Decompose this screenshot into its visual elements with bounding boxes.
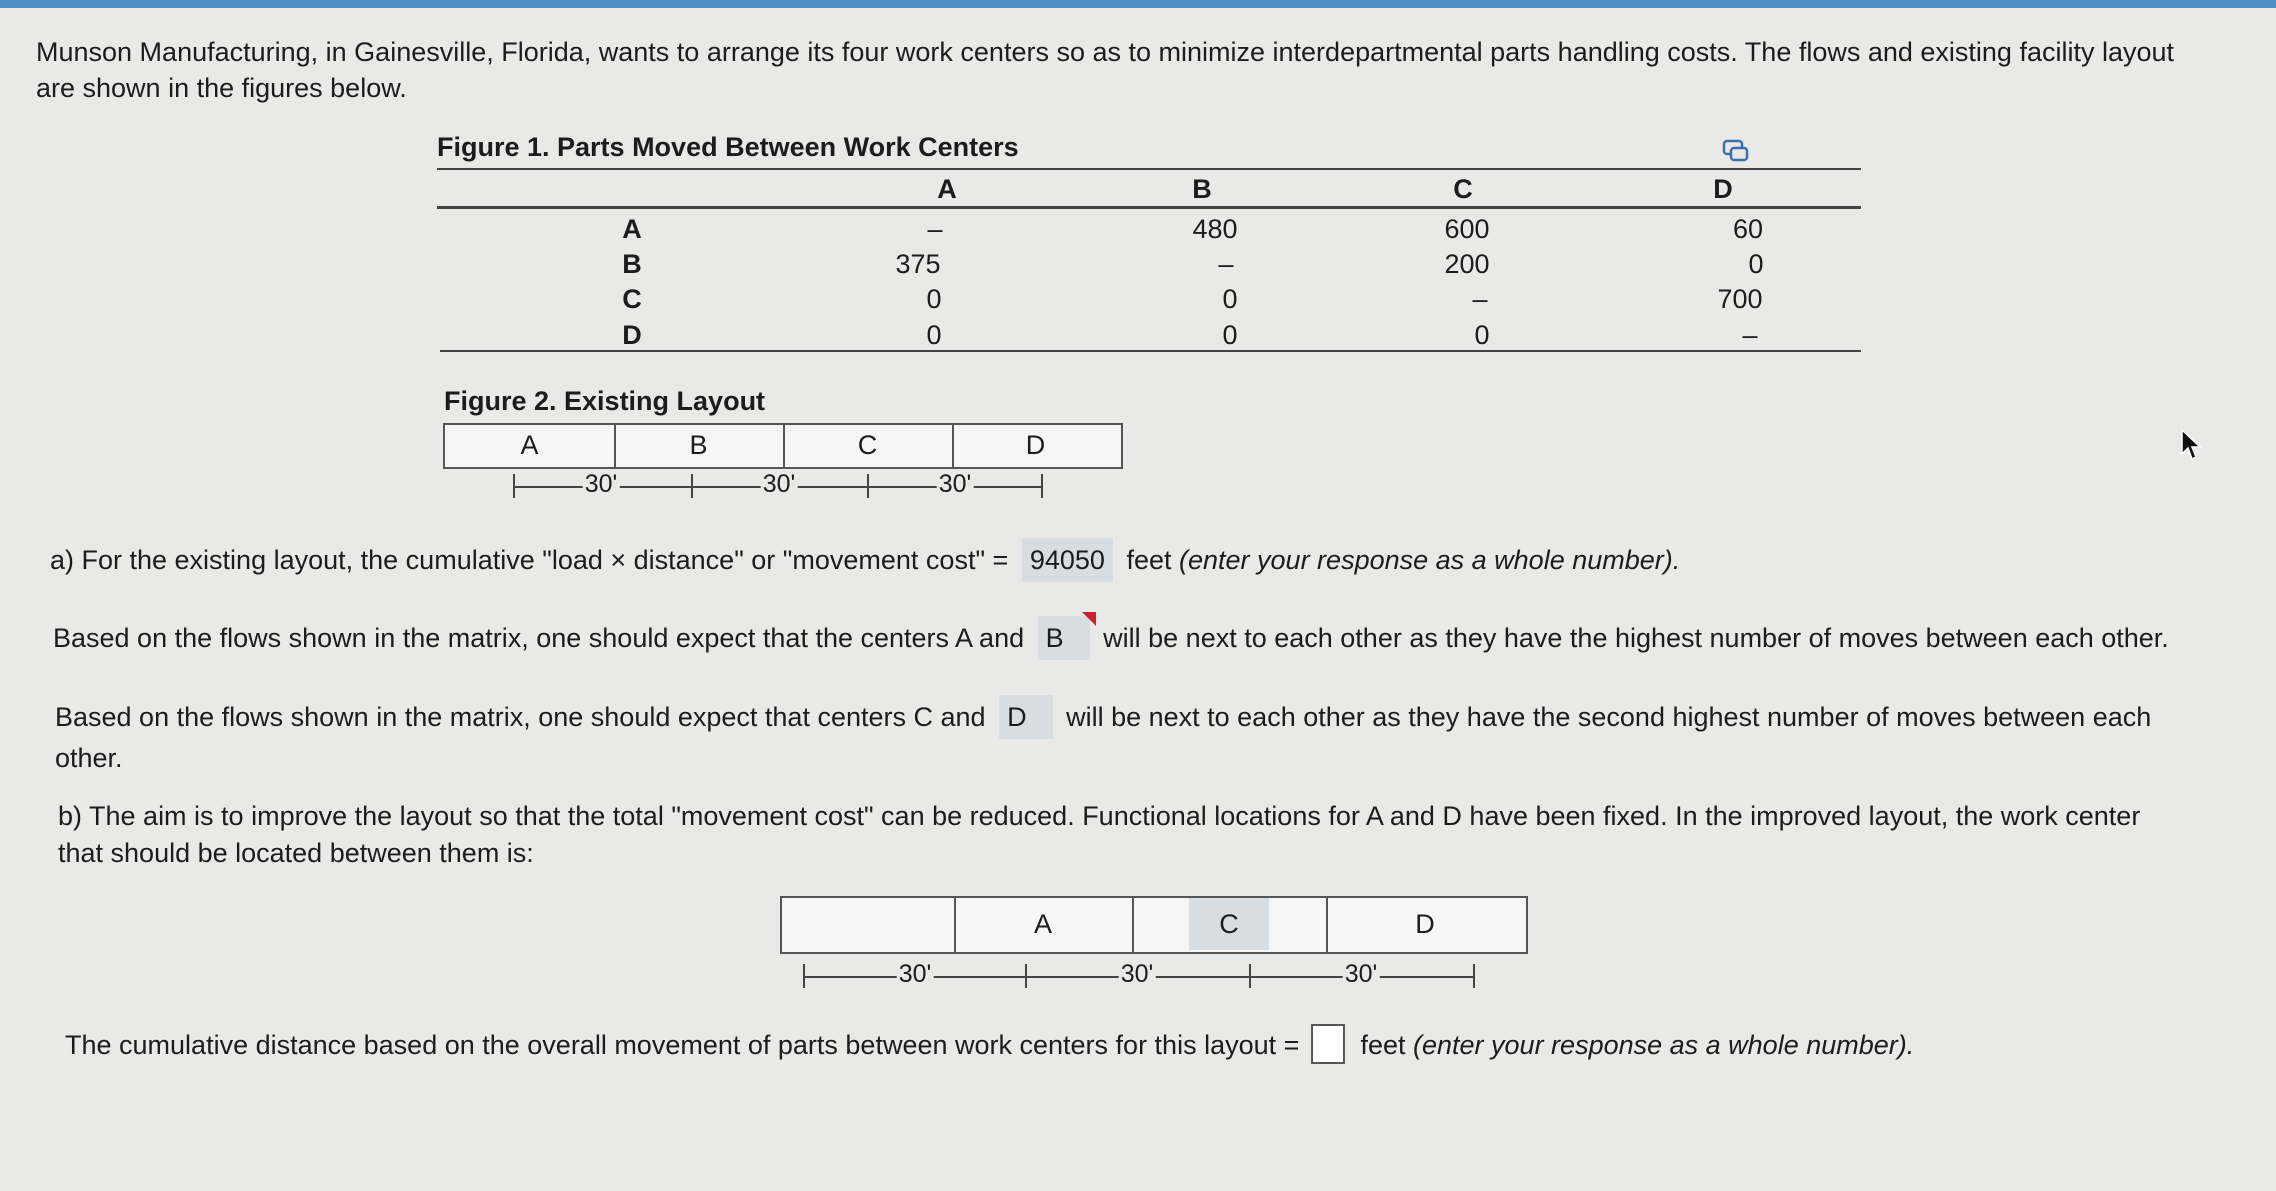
center-cd-answer[interactable]: D xyxy=(999,695,1053,739)
cell-b-b: – xyxy=(1218,249,1234,279)
improved-cell-c-value: C xyxy=(1189,898,1269,950)
question-ab-prefix: Based on the flows shown in the matrix, one should expect that the centers A and xyxy=(53,623,1025,653)
cell-c-b: 0 xyxy=(1222,284,1238,314)
improved-dim-2: 30' xyxy=(1120,960,1154,988)
cell-c-a: 0 xyxy=(926,284,942,314)
existing-dimensions xyxy=(513,470,1043,502)
col-header-b: B xyxy=(1192,174,1212,204)
existing-cell-b: B xyxy=(614,425,785,467)
movement-cost-answer[interactable]: 94050 xyxy=(1022,538,1113,582)
improved-dim-3: 30' xyxy=(1344,960,1378,988)
question-cd-prefix: Based on the flows shown in the matrix, one should expect that centers C and xyxy=(55,702,986,732)
center-ab-answer-value: B xyxy=(1045,623,1064,653)
cell-a-b: 480 xyxy=(1192,214,1238,244)
problem-intro: Munson Manufacturing, in Gainesville, Florida, wants to arrange its four work centers so as to minimize interdepartmental parts handling costs. The flows and existing facility layout are shown in the figures below. xyxy=(36,37,2175,103)
question-b-line2: that should be located between them is: xyxy=(58,838,534,868)
cell-d-d: – xyxy=(1742,320,1758,350)
table-bottom-rule xyxy=(440,350,1861,352)
question-a-hint: (enter your response as a whole number). xyxy=(1179,545,1681,575)
final-question xyxy=(65,1024,1914,1065)
existing-dim-3: 30' xyxy=(938,470,972,498)
row-label-a: A xyxy=(622,214,642,244)
cell-d-a: 0 xyxy=(926,320,942,350)
final-question-hint: (enter your response as a whole number). xyxy=(1413,1030,1915,1060)
question-ab xyxy=(53,616,2169,660)
improved-cell-empty xyxy=(782,898,956,952)
col-header-d: D xyxy=(1713,174,1733,204)
cell-a-d: 60 xyxy=(1732,214,1764,244)
feedback-flag-icon xyxy=(1082,612,1096,626)
improved-cell-c[interactable] xyxy=(1132,898,1328,952)
question-a-prefix: a) For the existing layout, the cumulative "load × distance" or "movement cost" = xyxy=(50,545,1009,575)
improved-dim-1: 30' xyxy=(898,960,932,988)
final-question-suffix: feet xyxy=(1360,1030,1406,1060)
row-label-c: C xyxy=(622,284,642,314)
existing-dim-2: 30' xyxy=(762,470,796,498)
question-ab-suffix: will be next to each other as they have the highest number of moves between each other. xyxy=(1103,623,2169,653)
center-ab-answer[interactable] xyxy=(1038,616,1090,660)
figure1-title: Figure 1. Parts Moved Between Work Centers xyxy=(437,132,1019,162)
cell-d-c: 0 xyxy=(1474,320,1490,350)
mouse-cursor-icon xyxy=(2180,428,2202,467)
improved-cell-a: A xyxy=(954,898,1134,952)
existing-cell-d: D xyxy=(1025,430,1046,460)
figure2-title: Figure 2. Existing Layout xyxy=(444,386,766,416)
cell-b-a: 375 xyxy=(895,249,941,279)
cell-b-c: 200 xyxy=(1444,249,1490,279)
top-accent-bar xyxy=(0,0,2276,8)
existing-cell-a: A xyxy=(445,425,616,467)
question-b-line1: b) The aim is to improve the layout so that the total "movement cost" can be reduced. Functional locations for A and D have been fixed. In the improved layout, the work center xyxy=(58,801,2141,831)
col-header-a: A xyxy=(937,174,957,204)
cell-c-d: 700 xyxy=(1717,284,1763,314)
row-label-b: B xyxy=(622,249,642,279)
cell-a-a: – xyxy=(927,214,943,244)
cell-d-b: 0 xyxy=(1222,320,1238,350)
cell-a-c: 600 xyxy=(1444,214,1490,244)
existing-dim-1: 30' xyxy=(584,470,618,498)
copy-table-icon[interactable] xyxy=(1722,139,1750,168)
question-cd-suffix: will be next to each other as they have the second highest number of moves between each xyxy=(1066,702,2152,732)
question-a-suffix: feet xyxy=(1126,545,1172,575)
improved-cell-d: D xyxy=(1415,909,1435,939)
question-cd-wrap: other. xyxy=(55,743,123,773)
question-a xyxy=(50,538,1680,582)
table-top-rule xyxy=(437,168,1861,170)
existing-layout xyxy=(443,423,1123,469)
cell-b-d: 0 xyxy=(1748,249,1764,279)
improved-dimensions xyxy=(803,960,1475,992)
existing-cell-c: C xyxy=(783,425,954,467)
col-header-c: C xyxy=(1453,174,1473,204)
cumulative-distance-input[interactable] xyxy=(1311,1024,1345,1064)
table-header-rule xyxy=(437,206,1861,209)
improved-layout xyxy=(780,896,1528,954)
cell-c-c: – xyxy=(1472,284,1488,314)
final-question-prefix: The cumulative distance based on the overall movement of parts between work centers for this layout = xyxy=(65,1030,1300,1060)
question-cd xyxy=(55,695,2151,739)
row-label-d: D xyxy=(622,320,642,350)
